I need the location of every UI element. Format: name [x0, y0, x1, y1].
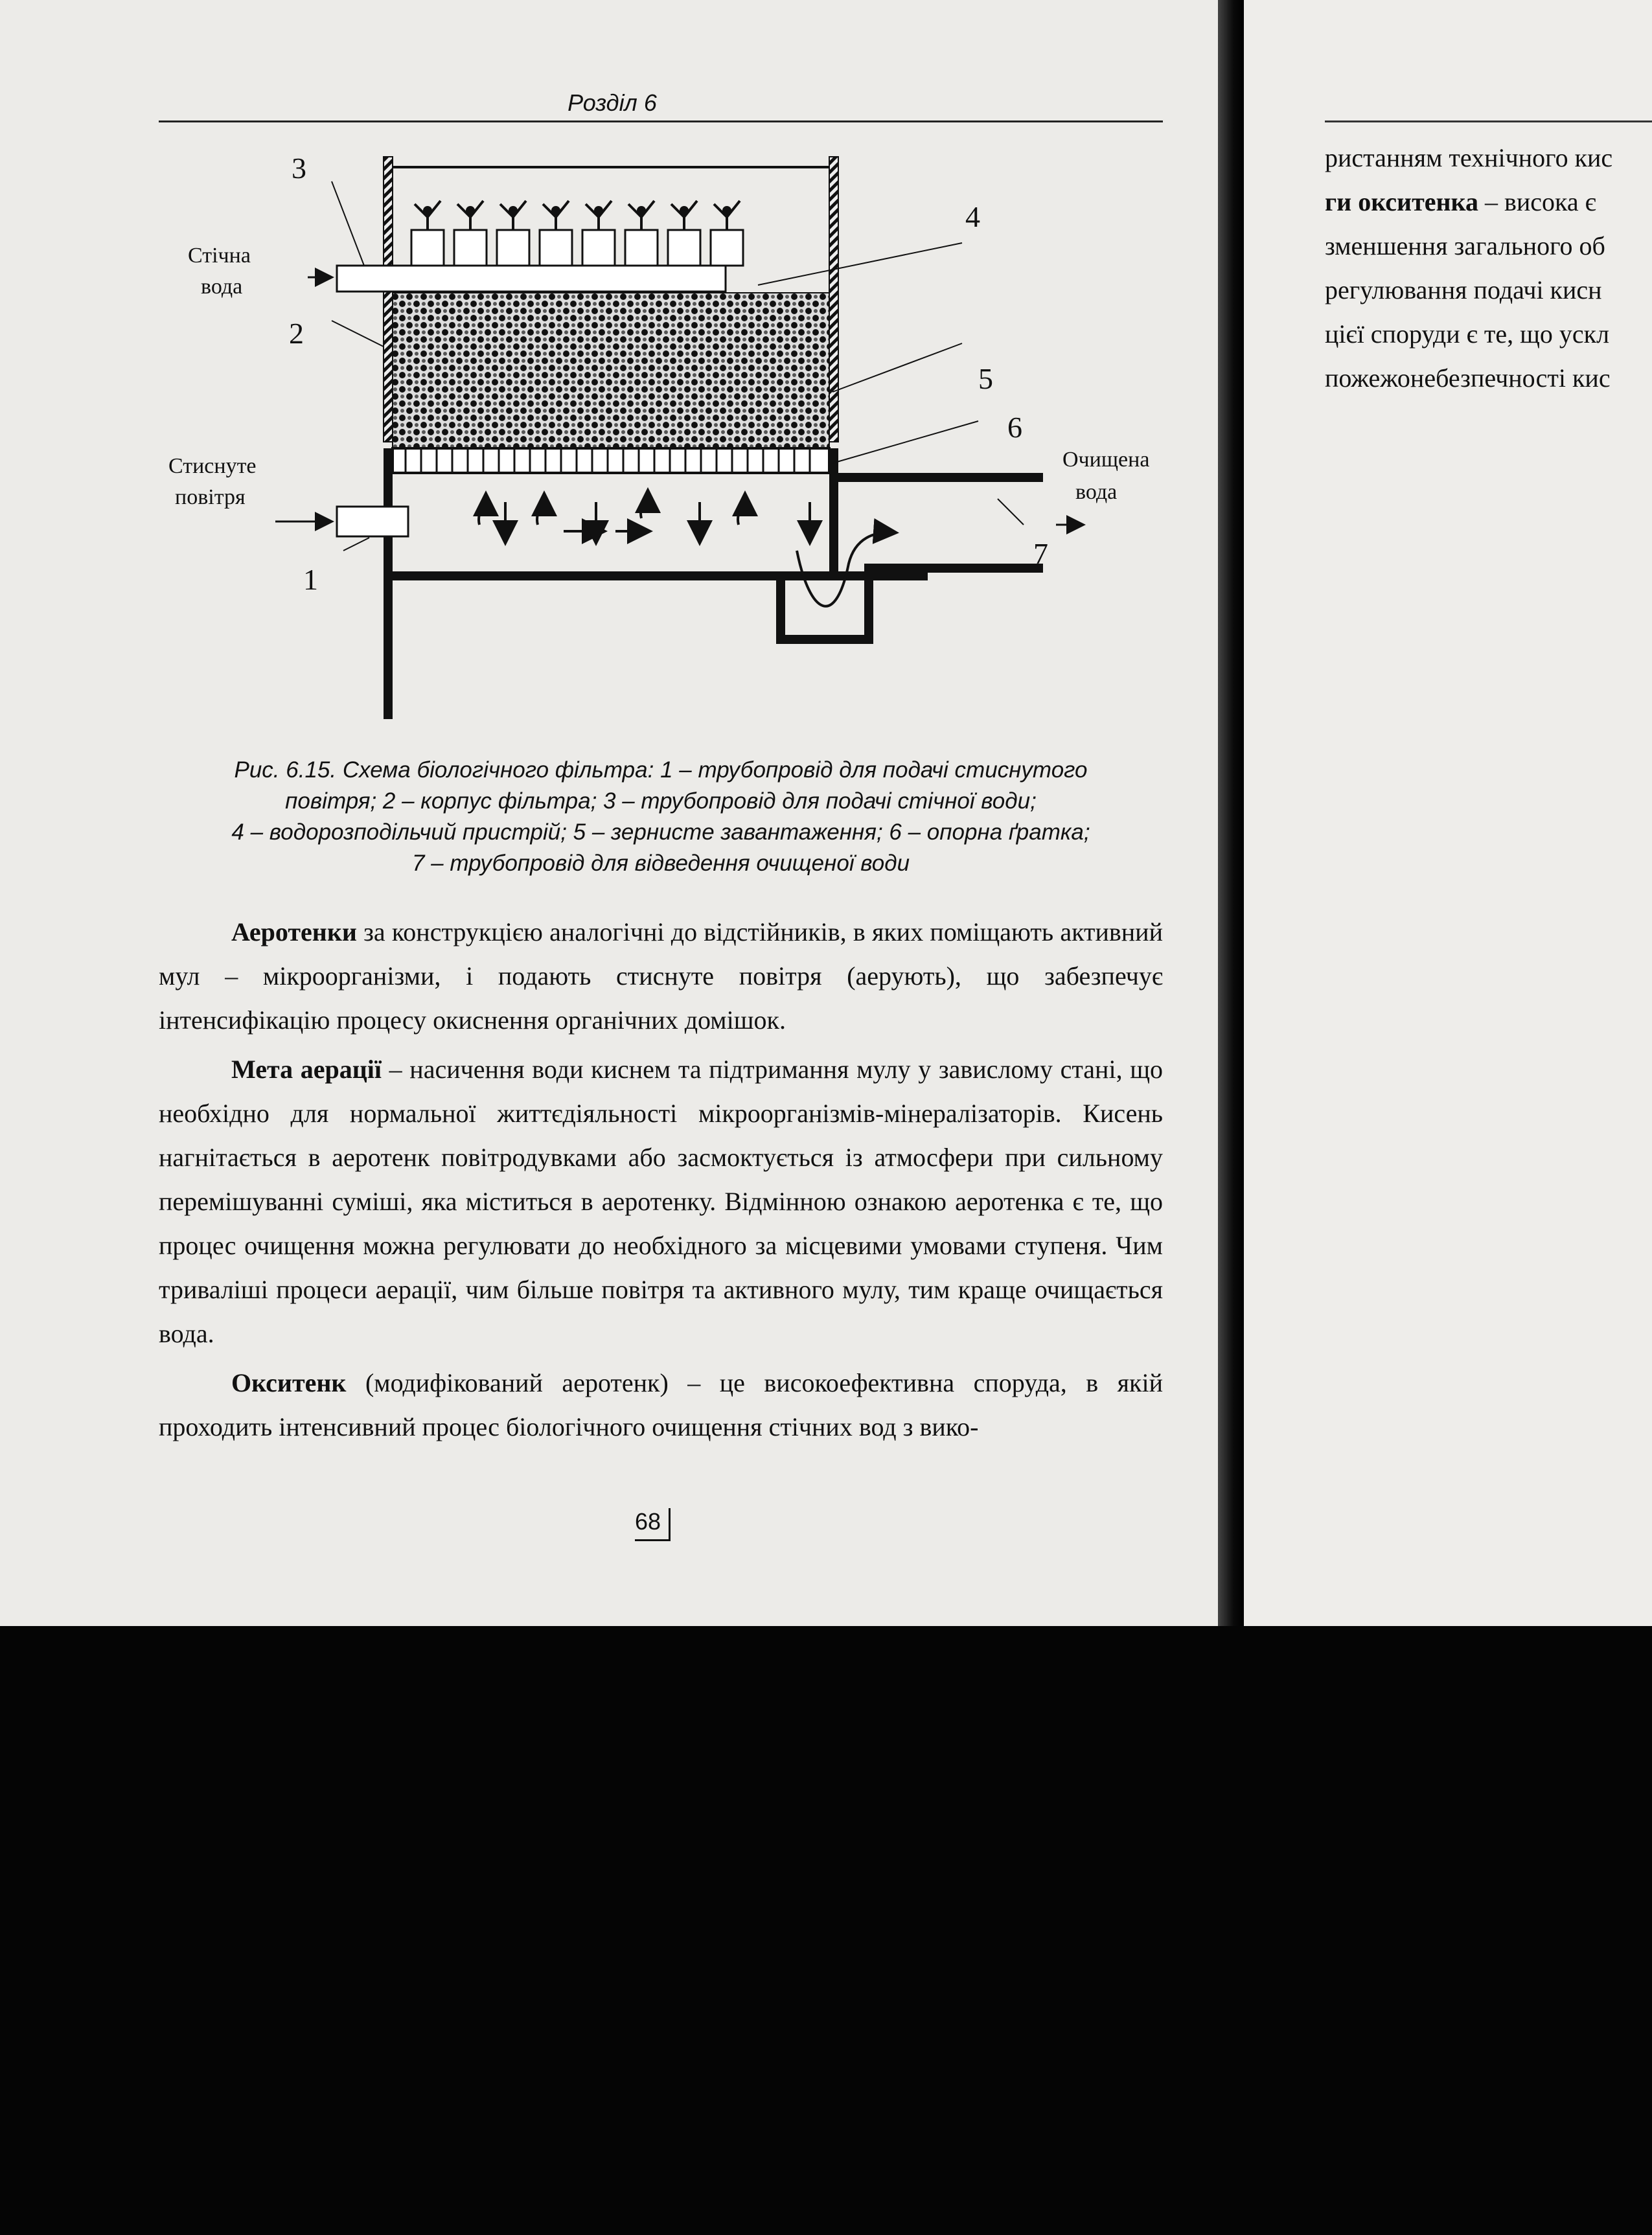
- water-distributor: [411, 201, 743, 266]
- outlet-pipe-bottom: [865, 564, 1043, 573]
- right-line-3-text: зменшення загального об: [1325, 231, 1605, 260]
- label-num-7: 7: [1033, 537, 1048, 570]
- right-line-2-bold: ги окситенка: [1325, 187, 1478, 216]
- right-page: [1244, 0, 1652, 1626]
- term-aerotanks: Аеротенки: [231, 917, 357, 946]
- label-num-3: 3: [292, 152, 306, 185]
- outlet-pipe-top: [829, 473, 1043, 482]
- body-text: [159, 910, 1163, 1454]
- page-number: 68: [635, 1508, 671, 1541]
- right-line-3: [1325, 224, 1652, 268]
- term-oxitank: Окситенк: [231, 1368, 347, 1397]
- right-page-text: [1325, 136, 1652, 400]
- granular-load: [393, 293, 829, 448]
- right-line-4: [1325, 268, 1652, 312]
- paragraph-oxitank: [159, 1361, 1163, 1449]
- caption-line-1: Рис. 6.15. Схема біологічного фільтра: 1 – трубопровід для подачі стиснутого: [234, 757, 1088, 783]
- wastewater-inlet-pipe: [337, 266, 726, 292]
- biofilter-diagram: [149, 136, 1186, 719]
- right-line-4-text: регулювання подачі кисн: [1325, 275, 1602, 304]
- right-line-6-text: пожежонебезпечності кис: [1325, 363, 1611, 393]
- air-inlet-pipe: [337, 507, 408, 536]
- paragraph-aeration-goal-text: – насичення води киснем та підтримання мулу у завислому стані, що необхідно для нормальної життєдіяльності мікроорганізмів-мінералізаторів. Кисень нагнітається в аеротенк повітродувками або засмоктується із атмосфери при сильному перемішуванні суміші, яка міститься в аеротенку. Відмінною ознакою аеротенка є те, що процес очищення можна регулювати до необхідного за місцевими умовами ступеня. Чим триваліші процеси аерації, чим більше повітря та активного мулу, тим краще очищається вода.: [159, 1055, 1164, 1348]
- right-line-5: [1325, 312, 1652, 356]
- right-header-rule: [1325, 120, 1652, 122]
- label-num-6: 6: [1007, 411, 1022, 444]
- label-air-2: повітря: [175, 485, 246, 509]
- paragraph-aerotanks-text: за конструкцією аналогічні до відстійників, в яких поміщають активний мул – мікроорганізми, і подають стиснуте повітря (аерують), що забезпечує інтенсифікацію процесу окиснення органічних домішок.: [159, 917, 1163, 1035]
- right-line-1-text: ристанням технічного кис: [1325, 143, 1613, 172]
- sump-right: [864, 564, 873, 644]
- label-wastewater-1: Стічна: [188, 244, 251, 268]
- label-air-1: Стиснуте: [168, 454, 257, 478]
- lower-left-wall: [384, 448, 393, 719]
- right-line-5-text: цієї споруди є те, що ускл: [1325, 319, 1610, 349]
- right-line-2: [1325, 180, 1652, 224]
- label-wastewater-2: вода: [201, 275, 243, 299]
- book-spine: [1218, 0, 1244, 1626]
- figure-caption: [159, 755, 1163, 879]
- caption-line-2: повітря; 2 – корпус фільтра; 3 – трубопровід для подачі стічної води;: [285, 788, 1037, 814]
- paragraph-aeration-goal: [159, 1048, 1163, 1356]
- label-num-4: 4: [965, 200, 980, 233]
- right-line-1: [1325, 136, 1652, 180]
- label-clean-1: Очищена: [1062, 448, 1150, 472]
- right-line-6: [1325, 356, 1652, 400]
- right-line-2-text: – висока є: [1478, 187, 1596, 216]
- running-head: Розділ 6: [568, 89, 657, 116]
- filter-left-wall: [384, 157, 393, 442]
- filter-right-wall: [829, 157, 838, 442]
- scan-background: [0, 1626, 1652, 2235]
- header-rule: [159, 120, 1163, 122]
- sump-bottom: [776, 635, 873, 644]
- caption-line-3: 4 – водорозподільчий пристрій; 5 – зернисте завантаження; 6 – опорна ґратка;: [231, 820, 1090, 845]
- paragraph-oxitank-text: (модифікований аеротенк) – це високоефективна споруда, в якій проходить інтенсивний процес біологічного очищення стічних вод з вико-: [159, 1368, 1163, 1441]
- label-num-1: 1: [303, 563, 318, 596]
- sump-left: [776, 571, 785, 639]
- paragraph-aerotanks: [159, 910, 1163, 1042]
- label-num-2: 2: [289, 317, 304, 350]
- term-aeration-goal: Мета аерації: [231, 1055, 382, 1084]
- weir-wall: [829, 513, 838, 571]
- biofilter-diagram-svg: [149, 136, 1186, 719]
- label-clean-2: вода: [1075, 480, 1118, 504]
- caption-line-4: 7 – трубопровід для відведення очищеної води: [411, 851, 910, 876]
- label-num-5: 5: [978, 362, 993, 395]
